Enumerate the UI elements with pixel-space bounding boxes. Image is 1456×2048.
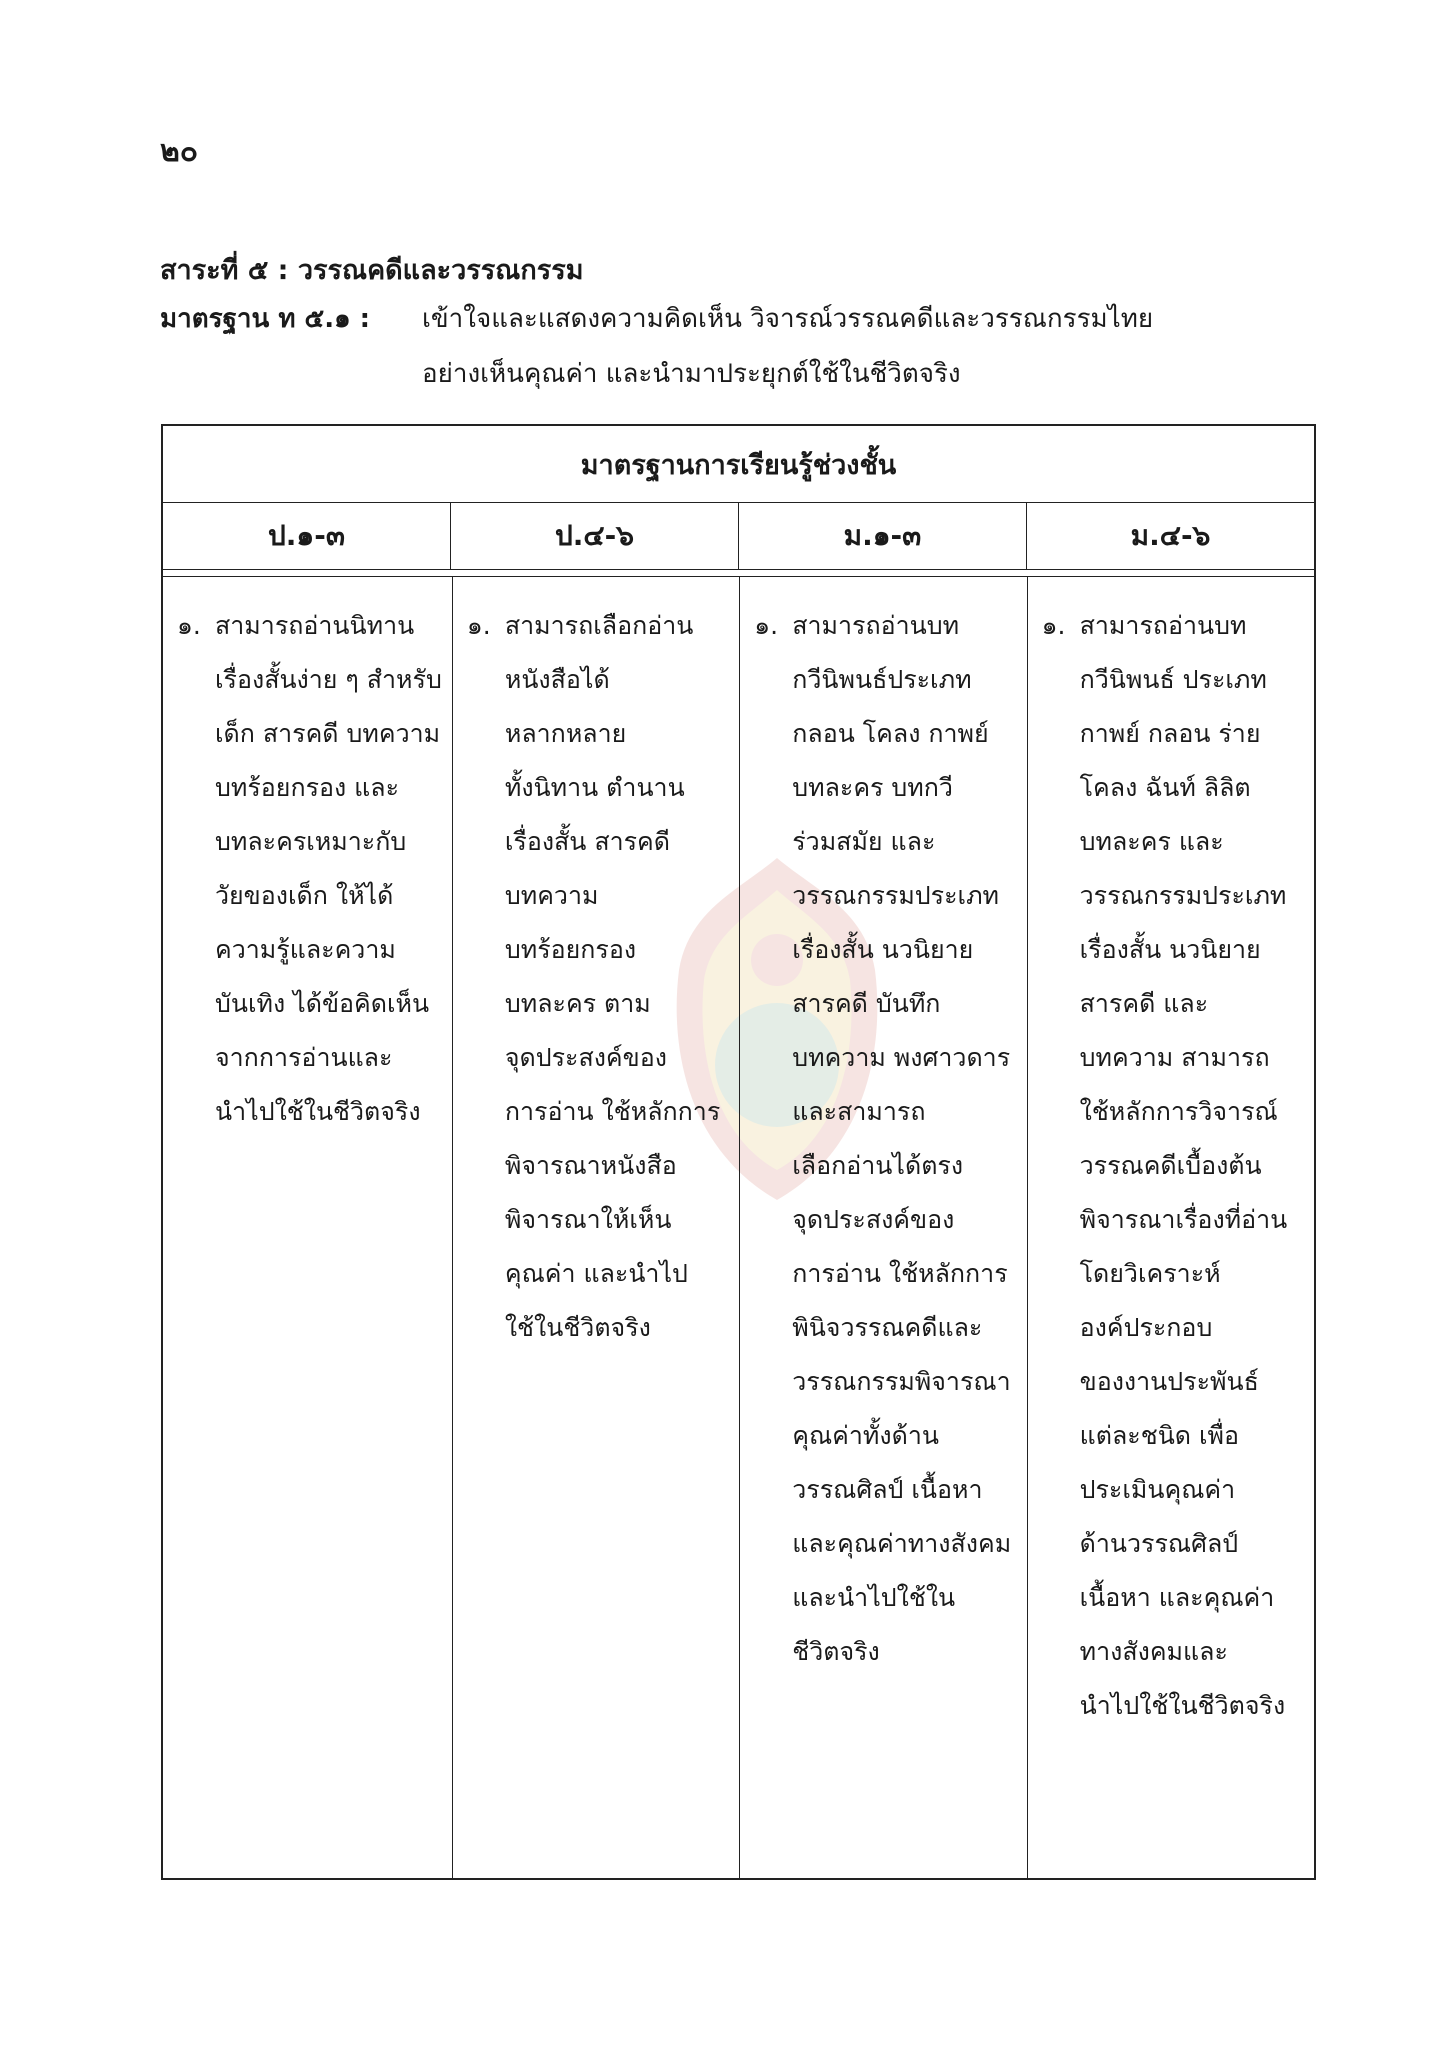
item-text-line: ความรู้และความ: [215, 935, 396, 964]
item-text-line: บทความ: [504, 881, 599, 910]
item-text-line: กวีนิพนธ์ประเภท: [792, 665, 972, 694]
item-text-line: พิจารณาเรื่องที่อ่าน: [1079, 1205, 1288, 1234]
item-text-line: กลอน โคลง กาพย์: [792, 719, 989, 748]
item-text-line: เลือกอ่านได้ตรง: [792, 1151, 964, 1180]
item-text-line: สามารถเลือกอ่าน: [504, 611, 694, 640]
standard-text-1: เข้าใจและแสดงความคิดเห็น วิจารณ์วรรณคดีและวรรณกรรมไทย: [422, 304, 1154, 334]
grade-header-cell: ม.๔-๖: [1130, 519, 1211, 552]
grade-header-cell: ม.๑-๓: [739, 503, 1027, 569]
item-text-line: บทความ พงศาวดาร: [792, 1043, 1011, 1072]
item-number: ๑.: [754, 611, 779, 640]
item-number: ๑.: [177, 611, 201, 640]
item-text-line: โดยวิเคราะห์: [1079, 1259, 1221, 1288]
standard-text-2: อย่างเห็นคุณค่า และนำมาประยุกต์ใช้ในชีวิตจริง: [422, 359, 961, 389]
item-text-line: ใช้ในชีวิตจริง: [504, 1313, 651, 1342]
item-text-line: สามารถอ่านนิทาน: [215, 611, 415, 640]
grade-header-row: [163, 503, 1314, 570]
item-text-line: คุณค่า และนำไป: [504, 1259, 688, 1288]
item-text-line: ร่วมสมัย และ: [792, 827, 936, 856]
item-text-line: ใช้หลักการวิจารณ์: [1079, 1097, 1278, 1126]
item-text-line: พิจารณาหนังสือ: [504, 1151, 677, 1180]
item-text-line: เนื้อหา และคุณค่า: [1079, 1583, 1275, 1612]
item-number: ๑.: [466, 611, 491, 640]
item-text-line: สามารถอ่านบท: [1079, 611, 1247, 640]
item-text-line: โคลง ฉันท์ ลิลิต: [1079, 773, 1251, 802]
item-text-line: ของงานประพันธ์: [1079, 1367, 1259, 1396]
item-text-line: และนำไปใช้ใน: [792, 1583, 956, 1612]
item-text-line: นำไปใช้ในชีวิตจริง: [1079, 1691, 1286, 1720]
item-text-line: ทางสังคมและ: [1079, 1637, 1228, 1666]
standard-statement: [160, 298, 1330, 394]
standard-cell: [740, 577, 1027, 1878]
item-text-line: บทร้อยกรอง และ: [215, 773, 400, 802]
item-text-line: บทความ สามารถ: [1079, 1043, 1270, 1072]
item-text-line: องค์ประกอบ: [1079, 1313, 1213, 1342]
page-number: ๒๐: [160, 134, 199, 169]
item-text-line: และสามารถ: [792, 1097, 926, 1126]
item-text-line: บทร้อยกรอง: [504, 935, 637, 964]
item-text-line: เรื่องสั้น นวนิยาย: [792, 935, 974, 964]
standard-cell: [1028, 577, 1314, 1878]
item-text-line: บทละครเหมาะกับ: [215, 827, 407, 856]
item-text-line: การอ่าน ใช้หลักการ: [504, 1097, 721, 1126]
item-text-line: และคุณค่าทางสังคม: [792, 1529, 1012, 1558]
item-text-line: ชีวิตจริง: [792, 1637, 880, 1666]
item-text-line: กวีนิพนธ์ ประเภท: [1079, 665, 1267, 694]
table-body-row: [163, 577, 1314, 1878]
table-header: มาตรฐานการเรียนรู้ช่วงชั้น: [163, 426, 1314, 503]
item-text-line: วรรณกรรมประเภท: [792, 881, 1000, 910]
item-text-line: แต่ละชนิด เพื่อ: [1079, 1421, 1239, 1450]
item-text-line: วรรณกรรมพิจารณา: [792, 1367, 1011, 1396]
item-text-line: วรรณกรรมประเภท: [1079, 881, 1287, 910]
item-text-line: วรรณศิลป์ เนื้อหา: [792, 1475, 983, 1504]
item-text: [792, 599, 1016, 1878]
item-text-line: เด็ก สารคดี บทความ: [215, 719, 441, 748]
item-text-line: สารคดี บันทึก: [792, 989, 941, 1018]
item-text-line: บันเทิง ได้ข้อคิดเห็น: [215, 989, 430, 1018]
item-text-line: บทละคร ตาม: [504, 989, 651, 1018]
item-text-line: วัยของเด็ก ให้ได้: [215, 881, 394, 910]
item-text-line: จากการอ่านและ: [215, 1043, 393, 1072]
item-text-line: บทละคร และ: [1079, 827, 1224, 856]
item-text: [215, 599, 442, 1878]
item-text-line: จุดประสงค์ของ: [792, 1205, 955, 1234]
learning-standards-table: [161, 424, 1316, 1880]
item-text-line: บทละคร บทกวี: [792, 773, 953, 802]
item-text-line: หลากหลาย: [504, 719, 627, 748]
grade-header-cell: ป.๑-๓: [163, 503, 451, 569]
standard-cell: [453, 577, 740, 1878]
item-text-line: พินิจวรรณคดีและ: [792, 1313, 983, 1342]
item-text-line: นำไปใช้ในชีวิตจริง: [215, 1097, 421, 1126]
item-text: [505, 599, 729, 1878]
grade-header-cell: ป.๔-๖: [451, 503, 739, 569]
item-text-line: พิจารณาให้เห็น: [504, 1205, 672, 1234]
item-text-line: เรื่องสั้นง่าย ๆ สำหรับ: [215, 665, 442, 694]
item-text: [1080, 599, 1304, 1878]
item-text-line: ด้านวรรณศิลป์: [1079, 1529, 1239, 1558]
item-text-line: วรรณคดีเบื้องต้น: [1079, 1151, 1262, 1180]
item-text-line: สารคดี และ: [1079, 989, 1209, 1018]
item-text-line: ประเมินคุณค่า: [1079, 1475, 1236, 1504]
standard-code: มาตรฐาน ท ๕.๑ :: [160, 304, 371, 334]
strand-title: สาระที่ ๕ : วรรณคดีและวรรณกรรม: [160, 255, 584, 286]
item-text-line: หนังสือได้: [504, 665, 610, 694]
item-text-line: เรื่องสั้น สารคดี: [504, 827, 671, 856]
item-text-line: คุณค่าทั้งด้าน: [792, 1421, 939, 1450]
item-text-line: จุดประสงค์ของ: [504, 1043, 667, 1072]
standard-line-1: [160, 298, 1330, 339]
item-text-line: กาพย์ กลอน ร่าย: [1079, 719, 1261, 748]
standard-cell: [163, 577, 453, 1878]
item-text-line: ทั้งนิทาน ตำนาน: [504, 773, 685, 802]
header-gap-row: [163, 570, 1314, 577]
item-text-line: สามารถอ่านบท: [792, 611, 960, 640]
item-text-line: เรื่องสั้น นวนิยาย: [1079, 935, 1261, 964]
item-text-line: การอ่าน ใช้หลักการ: [792, 1259, 1008, 1288]
item-number: ๑.: [1041, 611, 1066, 640]
